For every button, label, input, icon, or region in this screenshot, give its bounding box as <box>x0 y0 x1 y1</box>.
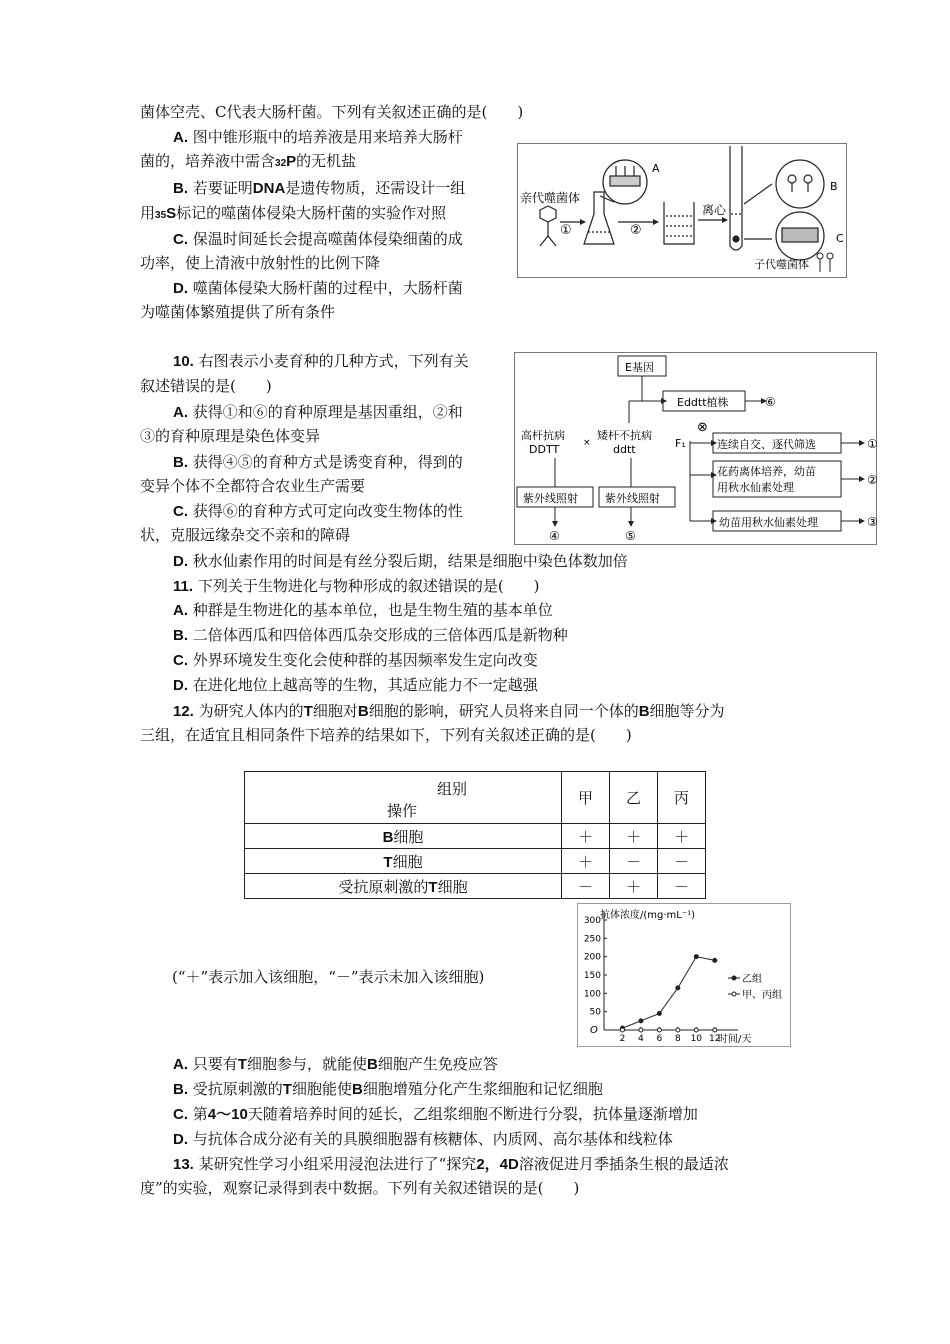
out-6-label: ⑥ <box>765 395 776 409</box>
f1-label: F₁ <box>675 437 686 450</box>
x-tick-label: 10 <box>690 1034 703 1044</box>
offspring-phage-label: 子代噬菌体 <box>754 258 809 271</box>
table-cell: ＋ <box>658 824 706 849</box>
x-tick-label: 4 <box>638 1034 644 1044</box>
q9-option-c: C. 保温时间延长会提高噬菌体侵染细菌的成 <box>173 230 463 248</box>
step-2-label: ② <box>630 223 642 238</box>
q11-stem: 11. 下列关于生物进化与物种形成的叙述错误的是( ) <box>173 577 540 595</box>
q12-option-a: A. 只要有T细胞参与，就能使B细胞产生免疫应答 <box>173 1055 498 1073</box>
antibody-chart <box>577 903 791 1047</box>
data-point <box>657 1028 661 1032</box>
q11-option-b: B. 二倍体西瓜和四倍体西瓜杂交形成的三倍体西瓜是新物种 <box>173 626 568 644</box>
breeding-flow-figure <box>514 352 877 545</box>
table-header-diagonal <box>245 772 562 824</box>
data-point <box>639 1019 643 1023</box>
uv-box-1: 紫外线照射 <box>523 492 578 505</box>
q11-option-c: C. 外界环境发生变化会使种群的基因频率发生定向改变 <box>173 651 538 669</box>
legend-marker <box>732 976 736 980</box>
box-colchicine: 幼苗用秋水仙素处理 <box>719 516 818 529</box>
label-a: A <box>652 162 660 175</box>
data-point <box>694 1028 698 1032</box>
col-bing: 丙 <box>658 772 706 824</box>
table-row <box>245 874 706 899</box>
q10-option-a-cont: ③的育种原理是染色体变异 <box>140 427 321 445</box>
row-label: B细胞 <box>245 824 562 849</box>
data-point <box>694 955 698 959</box>
table-row <box>245 849 706 874</box>
q9-option-d-cont: 为噬菌体繁殖提供了所有条件 <box>140 303 336 321</box>
parent-1-trait: 高杆抗病 <box>521 429 565 442</box>
cross-symbol: × <box>583 438 591 448</box>
parent-phage-label: 亲代噬菌体 <box>520 191 581 205</box>
data-point <box>639 1028 643 1032</box>
x-tick-label: 12 <box>709 1034 721 1044</box>
q10-option-c: C. 获得⑥的育种方式可定向改变生物体的性 <box>173 502 463 520</box>
q13-stem: 13. 某研究性学习小组采用浸泡法进行了“探究2，4D溶液促进月季插条生根的最适浓 <box>173 1155 729 1173</box>
data-point <box>657 1012 661 1016</box>
offspring-phage-icons <box>817 253 833 272</box>
table-cell: ＋ <box>610 824 658 849</box>
q9-option-a-cont: 菌的，培养液中需含32P的无机盐 <box>140 152 357 170</box>
y-tick-label: 300 <box>583 916 601 926</box>
parent-2-trait: 矮杆不抗病 <box>597 429 652 442</box>
q9-intro: 菌体空壳、C代表大肠杆菌。下列有关叙述正确的是( ) <box>140 103 524 121</box>
test-tube-icon <box>730 146 742 250</box>
row-label: 受抗原刺激的T细胞 <box>245 874 562 899</box>
q12-option-c: C. 第4～10天随着培养时间的延长，乙组浆细胞不断进行分裂，抗体量逐渐增加 <box>173 1105 698 1123</box>
legend-label: 乙组 <box>742 974 762 985</box>
chart-origin: O <box>590 1025 598 1036</box>
centrifuge-label: 离心 <box>702 203 727 217</box>
x-tick-label: 2 <box>619 1034 626 1044</box>
box-selfing-selection: 连续自交、逐代筛选 <box>717 438 816 451</box>
q12-stem: 12. 为研究人体内的T细胞对B细胞的影响，研究人员将来自同一个体的B细胞等分为 <box>173 702 725 720</box>
chart-ylabel: 抗体浓度/(mg·mL⁻¹) <box>600 910 696 921</box>
phage-diagram <box>518 144 846 277</box>
q9-option-a: A. 图中锥形瓶中的培养液是用来培养大肠杆 <box>173 128 463 146</box>
step-1-label: ① <box>560 223 572 238</box>
table-cell: － <box>562 874 610 899</box>
q9-option-c-cont: 功率，使上清液中放射性的比例下降 <box>140 254 381 272</box>
out-5-label: ⑤ <box>625 529 636 543</box>
selfing-symbol: ⊗ <box>697 420 708 435</box>
q9-option-d: D. 噬菌体侵染大肠杆菌的过程中，大肠杆菌 <box>173 279 463 297</box>
eddtt-plant-label: Eddtt植株 <box>677 396 729 409</box>
supernatant-circle <box>776 160 824 208</box>
legend-marker <box>732 992 736 996</box>
data-point <box>713 958 717 962</box>
label-c: C <box>836 232 844 245</box>
q10-option-b-cont: 变异个体不全都符合农业生产需要 <box>140 477 366 495</box>
col-yi: 乙 <box>610 772 658 824</box>
out-4-label: ④ <box>549 529 560 543</box>
table-cell: ＋ <box>562 849 610 874</box>
chart-xlabel: 时间/天 <box>718 1034 752 1045</box>
table-cell: ＋ <box>610 874 658 899</box>
q13-stem-cont: 度”的实验，观察记录得到表中数据。下列有关叙述错误的是( ) <box>140 1179 580 1197</box>
x-tick-label: 8 <box>674 1034 681 1044</box>
out-3-label: ③ <box>867 515 878 529</box>
uv-box-2: 紫外线照射 <box>605 492 660 505</box>
data-point <box>620 1028 624 1032</box>
out-2-label: ② <box>867 473 878 487</box>
parent-phage-icon <box>540 206 556 246</box>
e-gene-label: E基因 <box>625 361 654 374</box>
q11-option-d: D. 在进化地位上越高等的生物，其适应能力不一定越强 <box>173 676 538 694</box>
y-tick-label: 150 <box>583 971 601 981</box>
q10-option-a: A. 获得①和⑥的育种原理是基因重组，②和 <box>173 403 463 421</box>
beaker-icon <box>664 202 694 244</box>
box-anther-culture-1: 花药离体培养，幼苗 <box>717 465 816 478</box>
parent-2-genotype: ddtt <box>613 443 636 456</box>
phage-experiment-figure <box>517 143 847 278</box>
experiment-table <box>244 771 706 899</box>
col-jia: 甲 <box>562 772 610 824</box>
q10-stem-cont: 叙述错误的是( ) <box>140 377 272 395</box>
q12-option-b: B. 受抗原刺激的T细胞能使B细胞增殖分化产生浆细胞和记忆细胞 <box>173 1080 603 1098</box>
q12-table-note: (“＋”表示加入该细胞，“－”表示未加入该细胞) <box>172 968 485 986</box>
data-point <box>676 1028 680 1032</box>
bacteria-circle <box>776 212 824 260</box>
table-cell: － <box>658 874 706 899</box>
box-anther-culture-2: 用秋水仙素处理 <box>717 481 794 494</box>
q10-option-b: B. 获得④⑤的育种方式是诱变育种，得到的 <box>173 453 463 471</box>
q9-option-b-cont: 用35S标记的噬菌体侵染大肠杆菌的实验作对照 <box>140 204 447 222</box>
q12-option-d: D. 与抗体合成分泌有关的具膜细胞器有核糖体、内质网、高尔基体和线粒体 <box>173 1130 673 1148</box>
y-tick-label: 50 <box>589 1007 601 1018</box>
header-operation: 操作 <box>387 802 418 820</box>
x-tick-label: 6 <box>656 1034 663 1044</box>
q10-option-d: D. 秋水仙素作用的时间是有丝分裂后期，结果是细胞中染色体数加倍 <box>173 552 628 570</box>
breeding-diagram <box>515 353 876 544</box>
out-1-label: ① <box>867 437 878 451</box>
data-point <box>676 986 680 990</box>
table-cell: － <box>610 849 658 874</box>
antibody-chart-svg <box>578 904 790 1046</box>
table-cell: ＋ <box>562 824 610 849</box>
infection-circle <box>600 160 647 204</box>
header-group: 组别 <box>437 780 468 798</box>
y-tick-label: 100 <box>583 989 601 1000</box>
row-label: T细胞 <box>245 849 562 874</box>
y-tick-label: 200 <box>583 952 601 963</box>
parent-1-genotype: DDTT <box>529 443 560 456</box>
q10-stem: 10. 右图表示小麦育种的几种方式，下列有关 <box>173 352 469 370</box>
table-row <box>245 824 706 849</box>
y-tick-label: 250 <box>583 934 601 945</box>
legend-label: 甲、丙组 <box>742 990 782 1001</box>
q9-option-b: B. 若要证明DNA是遗传物质，还需设计一组 <box>173 179 466 197</box>
series-line-0 <box>622 957 714 1028</box>
q12-stem-cont: 三组，在适宜且相同条件下培养的结果如下，下列有关叙述正确的是( ) <box>140 726 632 744</box>
data-point <box>713 1028 717 1032</box>
label-b: B <box>830 180 838 193</box>
table-cell: － <box>658 849 706 874</box>
q10-option-c-cont: 状，克服远缘杂交不亲和的障碍 <box>140 526 351 544</box>
q11-option-a: A. 种群是生物进化的基本单位，也是生物生殖的基本单位 <box>173 601 553 619</box>
